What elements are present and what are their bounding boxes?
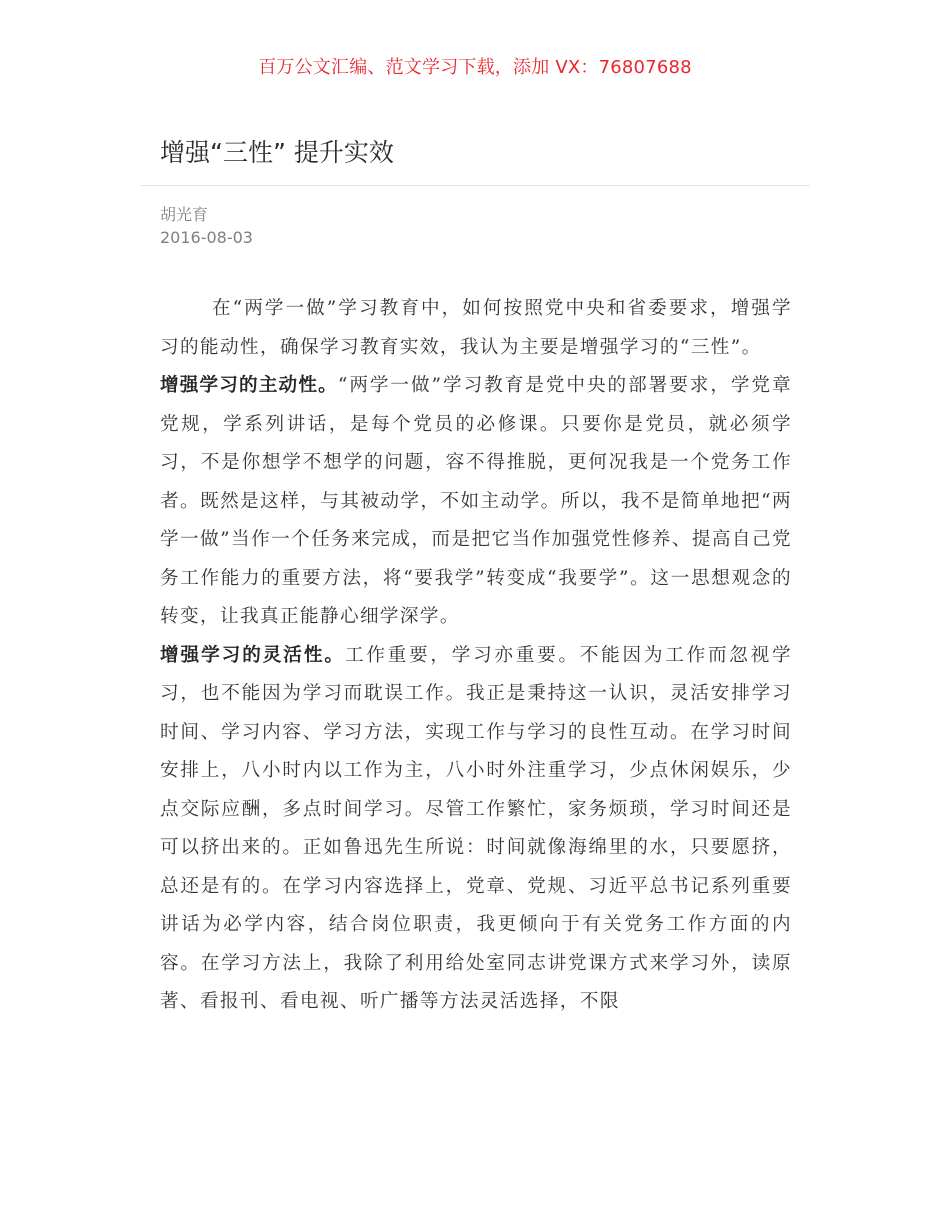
section-heading: 增强学习的主动性。	[160, 375, 338, 396]
section-paragraph	[160, 367, 792, 637]
title-divider	[140, 185, 810, 186]
section-text: 工作重要，学习亦重要。不能因为工作而忽视学习，也不能因为学习而耽误工作。我正是秉持这一认识，灵活安排学习时间、学习内容、学习方法，实现工作与学习的良性互动。在学习时间安排上，八小时内以工作为主，八小时外注重学习，少点休闲娱乐，少点交际应酬，多点时间学习。尽管工作繁忙，家务烦琐，学习时间还是可以挤出来的。正如鲁迅先生所说：时间就像海绵里的水，只要愿挤，总还是有的。在学习内容选择上，党章、党规、习近平总书记系列重要讲话为必学内容，结合岗位职责，我更倾向于有关党务工作方面的内容。在学习方法上，我除了利用给处室同志讲党课方式来学习外，读原著、看报刊、看电视、听广播等方法灵活选择，不限	[160, 644, 792, 1012]
author-name: 胡光育	[160, 205, 209, 224]
section-paragraph	[160, 637, 792, 1022]
publish-date: 2016-08-03	[160, 228, 253, 247]
section-text: “两学一做”学习教育是党中央的部署要求，学党章党规，学系列讲话，是每个党员的必修课。只要你是党员，就必须学习，不是你想学不想学的问题，容不得推脱，更何况我是一个党务工作者。既然是这样，与其被动学，不如主动学。所以，我不是简单地把“两学一做”当作一个任务来完成，而是把它当作加强党性修养、提高自己党务工作能力的重要方法，将“要我学”转变成“我要学”。这一思想观念的转变，让我真正能静心细学深学。	[160, 375, 792, 627]
article-meta	[160, 203, 253, 249]
intro-paragraph: 在“两学一做”学习教育中，如何按照党中央和省委要求，增强学习的能动性，确保学习教育实效，我认为主要是增强学习的“三性”。	[160, 298, 792, 358]
article-title: 增强“三性” 提升实效	[160, 138, 394, 167]
article-body	[160, 290, 792, 1022]
section-heading: 增强学习的灵活性。	[160, 644, 345, 666]
download-banner: 百万公文汇编、范文学习下载，添加 VX：76807688	[258, 57, 692, 78]
